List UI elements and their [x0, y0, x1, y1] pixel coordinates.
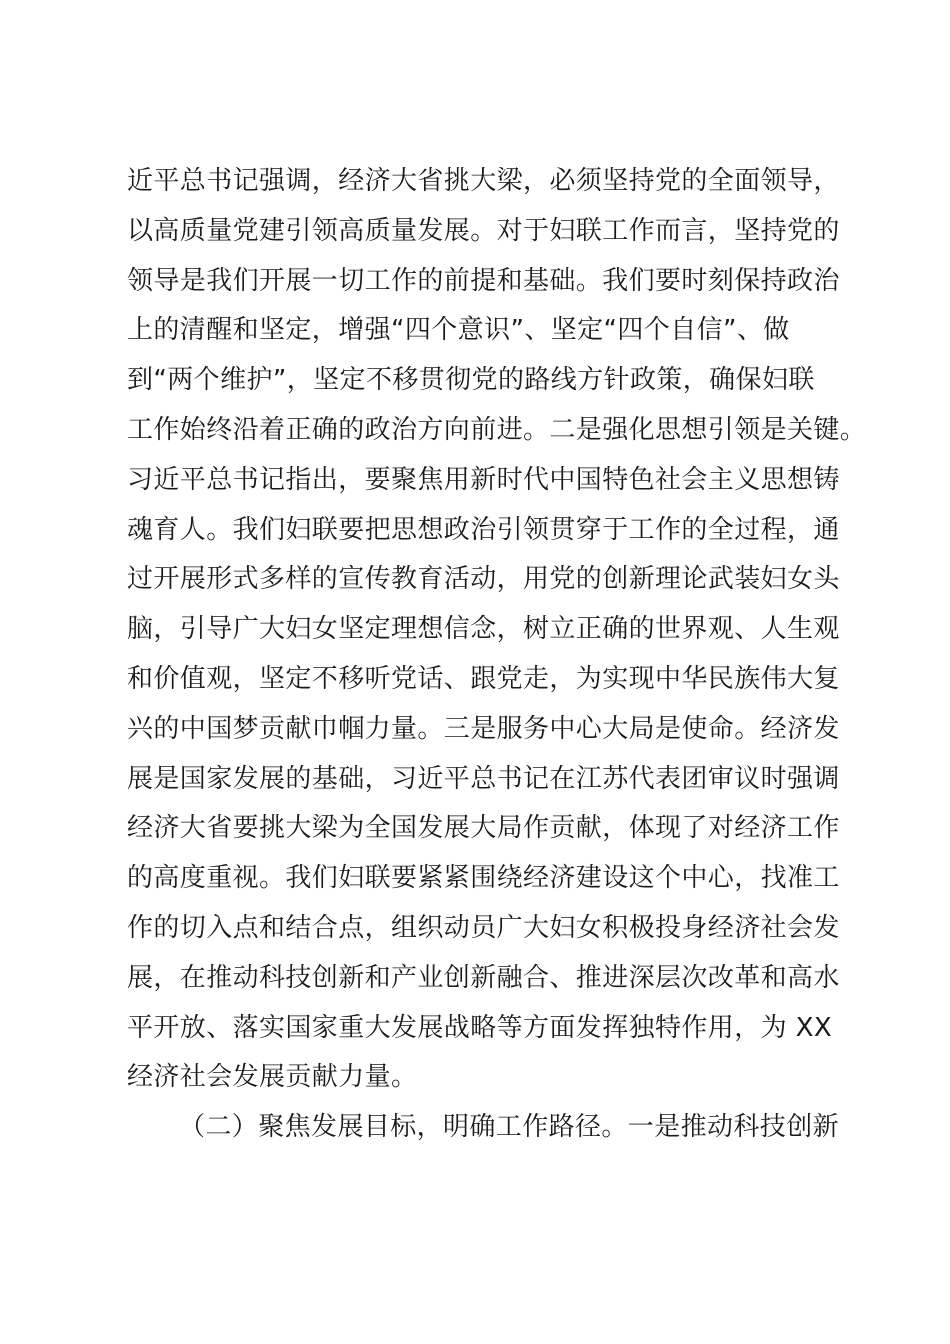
text-line: 平开放、落实国家重大发展战略等方面发挥独特作用，为 XX [127, 1012, 833, 1043]
text-line: 领导是我们开展一切工作的前提和基础。我们要时刻保持政治 [127, 265, 840, 296]
text-line: 工作始终沿着正确的政治方向前进。二是强化思想引领是关键。 [127, 414, 867, 445]
text-line: 展，在推动科技创新和产业创新融合、推进深层次改革和高水 [127, 962, 840, 993]
text-line: 以高质量党建引领高质量发展。对于妇联工作而言，坚持党的 [127, 215, 840, 246]
text-line: 和价值观，坚定不移听党话、跟党走，为实现中华民族伟大复 [127, 663, 840, 694]
text-line: 习近平总书记指出，要聚焦用新时代中国特色社会主义思想铸 [127, 464, 840, 495]
text-line: 的高度重视。我们妇联要紧紧围绕经济建设这个中心，找准工 [127, 863, 840, 894]
text-line: 经济社会发展贡献力量。 [127, 1062, 418, 1093]
text-line: 兴的中国梦贡献巾帼力量。三是服务中心大局是使命。经济发 [127, 713, 840, 744]
text-line: 展是国家发展的基础，习近平总书记在江苏代表团审议时强调 [127, 763, 840, 794]
text-line: 上的清醒和坚定，增强“四个意识”、坚定“四个自信”、做 [127, 315, 790, 346]
text-line: 过开展形式多样的宣传教育活动，用党的创新理论武装妇女头 [127, 564, 840, 595]
text-line: 近平总书记强调，经济大省挑大梁，必须坚持党的全面领导， [127, 166, 840, 196]
text-line: 到“两个维护”，坚定不移贯彻党的路线方针政策，确保妇联 [127, 365, 815, 396]
text-line: 魂育人。我们妇联要把思想政治引领贯穿于工作的全过程，通 [127, 514, 840, 545]
text-line: 脑，引导广大妇女坚定理想信念，树立正确的世界观、人生观 [127, 614, 840, 645]
text-line: 经济大省要挑大梁为全国发展大局作贡献，体现了对经济工作 [127, 813, 840, 844]
text-line: 作的切入点和结合点，组织动员广大妇女积极投身经济社会发 [127, 912, 840, 943]
section-heading-line: （二）聚焦发展目标，明确工作路径。一是推动科技创新 [179, 1112, 840, 1143]
body-text [127, 157, 867, 1153]
